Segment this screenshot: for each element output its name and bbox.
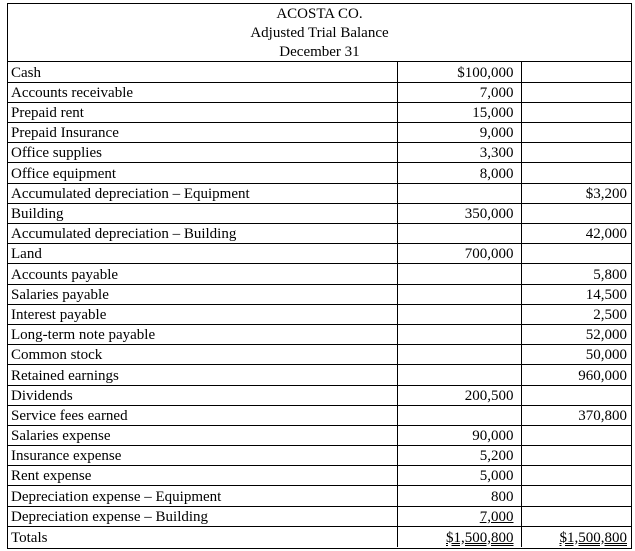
debit-amount bbox=[397, 304, 521, 324]
debit-amount bbox=[397, 486, 521, 506]
debit-amount bbox=[397, 244, 521, 264]
debit-amount bbox=[397, 385, 521, 405]
account-name: Long-term note payable bbox=[8, 324, 397, 344]
table-row bbox=[8, 224, 631, 244]
table-row bbox=[8, 304, 631, 324]
table-row bbox=[8, 123, 631, 143]
debit-value: 15,000 bbox=[472, 105, 514, 122]
debit-value: 700,000 bbox=[464, 246, 514, 263]
credit-amount bbox=[521, 203, 631, 223]
account-name: Depreciation expense – Building bbox=[8, 506, 397, 526]
account-name: Cash bbox=[8, 62, 397, 82]
credit-amount bbox=[521, 446, 631, 466]
debit-value: 800 bbox=[491, 488, 514, 505]
credit-amount bbox=[521, 244, 631, 264]
credit-amount bbox=[521, 425, 631, 445]
debit-amount bbox=[397, 466, 521, 486]
statement-title: Adjusted Trial Balance bbox=[250, 25, 389, 41]
debit-amount bbox=[397, 284, 521, 304]
account-name: Prepaid rent bbox=[8, 102, 397, 122]
account-name: Accumulated depreciation – Building bbox=[8, 224, 397, 244]
debit-amount bbox=[397, 425, 521, 445]
table-row bbox=[8, 143, 631, 163]
table-row bbox=[8, 425, 631, 445]
table-row bbox=[8, 506, 631, 526]
debit-amount bbox=[397, 82, 521, 102]
account-name: Depreciation expense – Equipment bbox=[8, 486, 397, 506]
debit-value: 3,300 bbox=[479, 145, 514, 162]
credit-amount bbox=[521, 143, 631, 163]
account-name: Retained earnings bbox=[8, 365, 397, 385]
table-row bbox=[8, 183, 631, 203]
credit-amount bbox=[521, 506, 631, 526]
account-name: Office equipment bbox=[8, 163, 397, 183]
debit-value: 200,500 bbox=[464, 387, 514, 404]
debit-amount bbox=[397, 102, 521, 122]
debit-amount bbox=[397, 62, 521, 82]
credit-amount: 5,800 bbox=[521, 264, 631, 284]
credit-amount bbox=[521, 62, 631, 82]
debit-value: 350,000 bbox=[464, 206, 514, 222]
credit-amount bbox=[521, 163, 631, 183]
account-name: Accounts payable bbox=[8, 264, 397, 284]
table-row bbox=[8, 466, 631, 486]
debit-value: $100,000 bbox=[457, 64, 514, 81]
statement-header bbox=[8, 4, 631, 62]
totals-row bbox=[8, 526, 631, 546]
trial-balance-table bbox=[8, 62, 631, 547]
debit-amount bbox=[397, 123, 521, 143]
table-row bbox=[8, 82, 631, 102]
total-debit bbox=[397, 526, 521, 546]
credit-amount bbox=[521, 466, 631, 486]
debit-value: 5,200 bbox=[479, 448, 514, 465]
debit-value: 7,000 bbox=[479, 508, 514, 525]
credit-amount: 52,000 bbox=[521, 324, 631, 344]
table-row bbox=[8, 102, 631, 122]
debit-value: 5,000 bbox=[479, 468, 514, 485]
debit-value: 8,000 bbox=[479, 165, 514, 182]
account-name: Salaries payable bbox=[8, 284, 397, 304]
table-row bbox=[8, 324, 631, 344]
debit-amount bbox=[397, 143, 521, 163]
debit-value: 90,000 bbox=[472, 428, 514, 445]
account-name: Service fees earned bbox=[8, 405, 397, 425]
credit-amount: 2,500 bbox=[521, 304, 631, 324]
account-name: Accounts receivable bbox=[8, 82, 397, 102]
table-row bbox=[8, 365, 631, 385]
account-name: Dividends bbox=[8, 385, 397, 405]
debit-value: 9,000 bbox=[479, 125, 514, 142]
debit-amount bbox=[397, 163, 521, 183]
account-name: Rent expense bbox=[8, 466, 397, 486]
account-name: Accumulated depreciation – Equipment bbox=[8, 183, 397, 203]
trial-balance-body bbox=[8, 62, 631, 547]
company-name: ACOSTA CO. bbox=[276, 6, 363, 22]
statement-date: December 31 bbox=[279, 44, 360, 60]
totals-label: Totals bbox=[8, 526, 397, 546]
debit-amount bbox=[397, 264, 521, 284]
table-row bbox=[8, 405, 631, 425]
debit-amount bbox=[397, 365, 521, 385]
account-name: Land bbox=[8, 244, 397, 264]
account-name: Salaries expense bbox=[8, 425, 397, 445]
debit-amount bbox=[397, 345, 521, 365]
account-name: Insurance expense bbox=[8, 446, 397, 466]
trial-balance-sheet bbox=[7, 3, 632, 549]
credit-amount bbox=[521, 82, 631, 102]
credit-amount: 960,000 bbox=[521, 365, 631, 385]
debit-amount bbox=[397, 183, 521, 203]
account-name: Common stock bbox=[8, 345, 397, 365]
table-row bbox=[8, 264, 631, 284]
credit-amount bbox=[521, 123, 631, 143]
table-row bbox=[8, 62, 631, 82]
credit-amount bbox=[521, 486, 631, 506]
debit-amount bbox=[397, 506, 521, 526]
credit-amount: 50,000 bbox=[521, 345, 631, 365]
table-row bbox=[8, 446, 631, 466]
total-debit-value: $1,500,800 bbox=[446, 529, 514, 546]
table-row bbox=[8, 203, 631, 223]
debit-amount bbox=[397, 203, 521, 223]
table-row bbox=[8, 385, 631, 405]
table-row bbox=[8, 345, 631, 365]
account-name: Interest payable bbox=[8, 304, 397, 324]
debit-amount bbox=[397, 446, 521, 466]
credit-amount: 14,500 bbox=[521, 284, 631, 304]
credit-amount: 42,000 bbox=[521, 224, 631, 244]
credit-amount: $3,200 bbox=[521, 183, 631, 203]
credit-amount bbox=[521, 102, 631, 122]
debit-amount bbox=[397, 224, 521, 244]
account-name: Office supplies bbox=[8, 143, 397, 163]
debit-value: 7,000 bbox=[479, 84, 514, 101]
account-name: Prepaid Insurance bbox=[8, 123, 397, 143]
total-credit-value: $1,500,800 bbox=[559, 529, 627, 546]
debit-amount bbox=[397, 405, 521, 425]
table-row bbox=[8, 163, 631, 183]
debit-amount bbox=[397, 324, 521, 344]
table-row bbox=[8, 284, 631, 304]
account-name: Building bbox=[8, 203, 397, 223]
table-row bbox=[8, 486, 631, 506]
table-row bbox=[8, 244, 631, 264]
total-credit bbox=[521, 526, 631, 546]
credit-amount bbox=[521, 385, 631, 405]
credit-amount: 370,800 bbox=[521, 405, 631, 425]
